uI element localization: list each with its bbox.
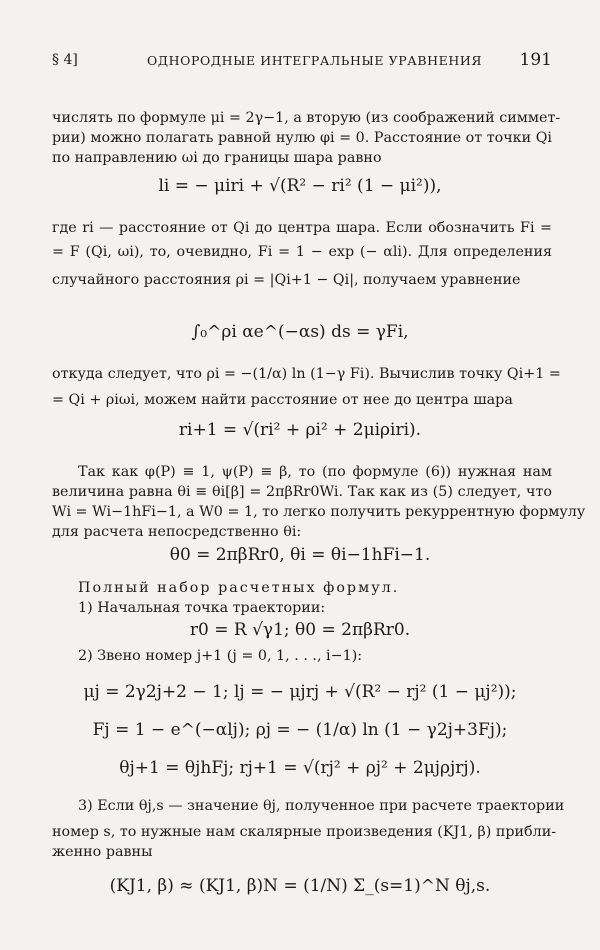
- section-number: § 4]: [52, 52, 78, 68]
- text-line-12: для расчета непосредственно θi:: [52, 524, 302, 540]
- text-line-6: случайного расстояния ρi = |Qi+1 − Qi|, получаем уравнение: [52, 272, 521, 288]
- text-line-14: 1) Начальная точка траектории:: [78, 600, 326, 616]
- equation-mu-l: μj = 2γ2j+2 − 1; lj = − μjrj + √(R² − rj² (1 − μj²));: [83, 682, 517, 702]
- text-line-11: Wi = Wi−1hFi−1, а W0 = 1, то легко получить рекуррентную формулу: [52, 504, 586, 520]
- equation-scalar-product: (KJ1, β) ≈ (KJ1, β)N = (1/N) Σ_(s=1)^N θj,s.: [109, 876, 491, 896]
- equation-l-i: li = − μiri + √(R² − ri² (1 − μi²)),: [158, 176, 442, 196]
- text-line-4: где ri — расстояние от Qi до центра шара. Если обозначить Fi =: [52, 220, 552, 236]
- text-line-10: величина равна θi ≡ θi[β] = 2πβRr0Wi. Так как из (5) следует, что: [52, 484, 552, 500]
- equation-initial-point: r0 = R √γ1; θ0 = 2πβRr0.: [189, 620, 411, 640]
- text-line-17: номер s, то нужные нам скалярные произведения (KJ1, β) прибли-: [52, 824, 557, 840]
- equation-integral: ∫₀^ρi αe^(−αs) ds = γFi,: [191, 322, 409, 342]
- text-line-5: = F (Qi, ωi), то, очевидно, Fi = 1 − exp (− αli). Для определения: [52, 244, 552, 260]
- text-line-7: откуда следует, что ρi = −(1/α) ln (1−γ Fi). Вычислив точку Qi+1 =: [52, 366, 561, 382]
- text-line-1: числять по формуле μi = 2γ−1, а вторую (из соображений симмет-: [52, 110, 561, 126]
- text-line-16: 3) Если θj,s — значение θj, полученное при расчете траектории: [78, 798, 565, 814]
- equation-theta-recurrence: θ0 = 2πβRr0, θi = θi−1hFi−1.: [169, 545, 431, 565]
- text-line-9: Так как φ(P) ≡ 1, ψ(P) ≡ β, то (по формуле (6)) нужная нам: [78, 464, 552, 480]
- text-line-8: = Qi + ρiωi, можем найти расстояние от нее до центра шара: [52, 392, 513, 408]
- page-number: 191: [519, 50, 552, 70]
- equation-r-next: ri+1 = √(ri² + ρi² + 2μiρiri).: [178, 420, 422, 440]
- equation-theta-r: θj+1 = θjhFj; rj+1 = √(rj² + ρj² + 2μjρjrj).: [119, 758, 481, 778]
- text-line-13: Полный набор расчетных формул.: [78, 580, 400, 596]
- text-line-18: женно равны: [52, 844, 153, 860]
- chapter-title: ОДНОРОДНЫЕ ИНТЕГРАЛЬНЫЕ УРАВНЕНИЯ: [147, 53, 483, 68]
- text-line-15: 2) Звено номер j+1 (j = 0, 1, . . ., i−1):: [78, 648, 363, 664]
- text-line-3: по направлению ωi до границы шара равно: [52, 150, 382, 166]
- equation-F-rho: Fj = 1 − e^(−αlj); ρj = − (1/α) ln (1 − γ2j+3Fj);: [92, 720, 508, 740]
- running-header: [52, 50, 552, 74]
- text-line-2: рии) можно полагать равной нулю φi = 0. Расстояние от точки Qi: [52, 130, 552, 146]
